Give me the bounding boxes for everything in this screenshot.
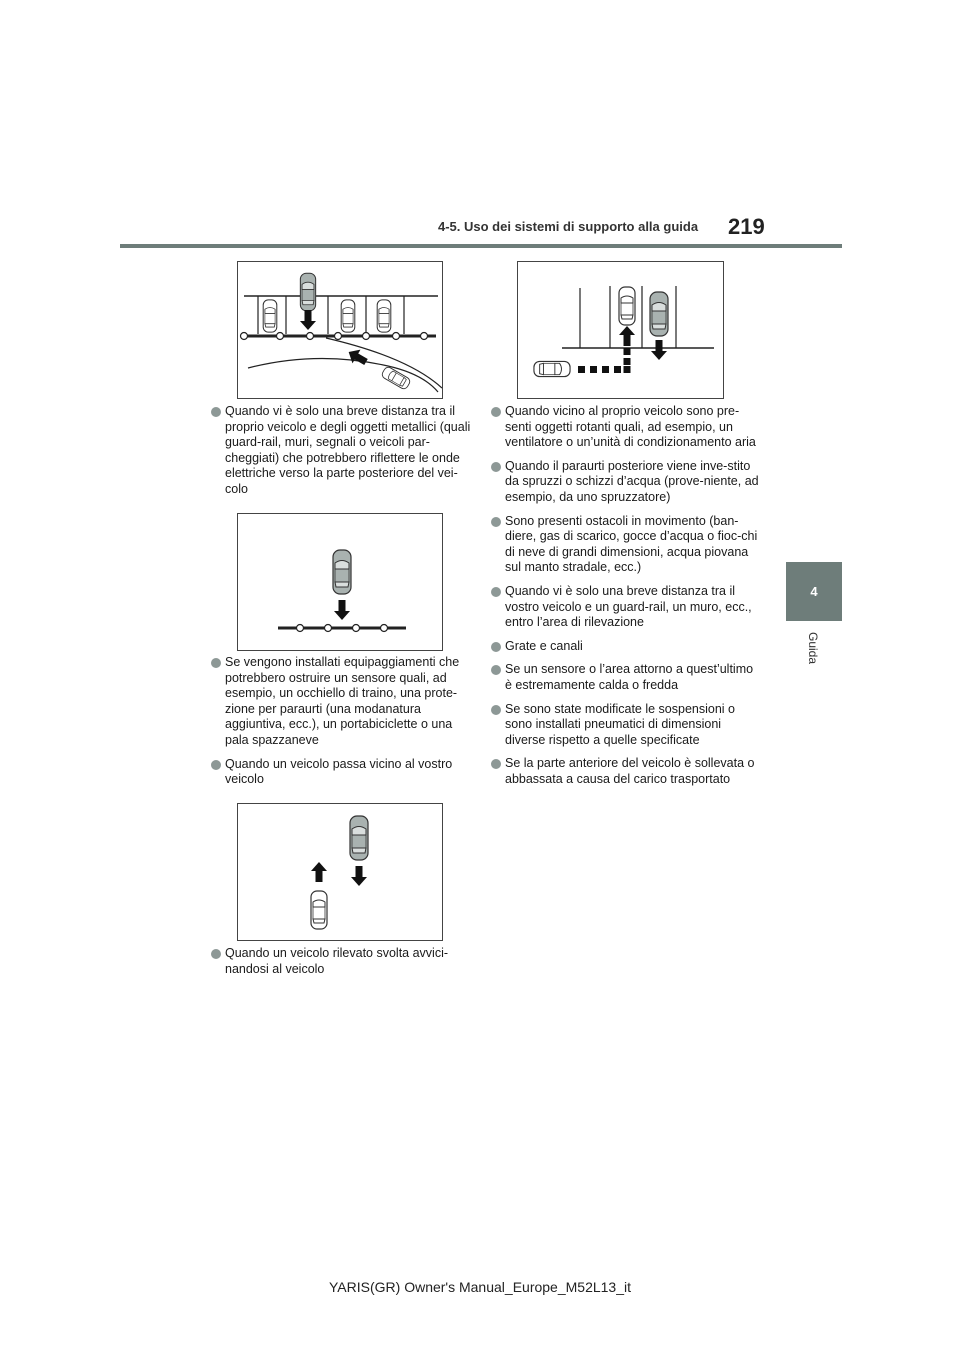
bullet-dot-icon — [211, 407, 221, 417]
list-item-text: Se vengono installati equipaggiamenti che potrebbero ostruire un sensore quali, ad esempio, un occhiello di traino, una prote-zione per paraurti (una modanatura aggiuntiva, ecc.), un portabiciclette o una pala spazzaneve — [225, 655, 460, 747]
list-item — [491, 514, 759, 576]
list-item-text: Quando vicino al proprio veicolo sono pre-senti oggetti rotanti quali, ad esempio, un ventilatore o un’unità di condizionamento aria — [505, 404, 756, 450]
list-item-text: Se sono state modificate le sospensioni o sono installati pneumatici di dimensioni diverse rispetto a quelle specificate — [505, 701, 735, 747]
list-item-text: Grate e canali — [505, 638, 583, 653]
figure-reversing-out — [517, 261, 724, 399]
list-item-text: Sono presenti ostacoli in movimento (ban-diere, gas di scarico, gocce d’acqua o fioc-chi di neve di grandi dimensioni, acqua piovana sul manto stradale, ecc.) — [505, 513, 758, 575]
bullet-dot-icon — [491, 407, 501, 417]
list-item — [211, 946, 479, 977]
list-item-text: Quando un veicolo rilevato svolta avvici-nandosi al veicolo — [225, 946, 449, 976]
chapter-tab[interactable]: 4 — [786, 562, 842, 621]
list-item — [211, 404, 479, 498]
page-number: 219 — [728, 214, 765, 239]
left-column — [211, 946, 479, 985]
list-item — [491, 584, 759, 631]
left-column — [211, 655, 479, 796]
bullet-dot-icon — [211, 949, 221, 959]
chapter-label: Guida — [806, 632, 820, 665]
bullet-dot-icon — [491, 587, 501, 597]
list-item-text: Quando il paraurti posteriore viene inve-stito da spruzzi o schizzi d’acqua (prove-niente, ad esempio, da uno spruzzatore) — [505, 458, 759, 504]
list-item-text: Se un sensore o l’area attorno a quest’ultimo è estremamente calda o fredda — [505, 662, 754, 692]
list-item — [491, 702, 759, 749]
list-item — [491, 639, 759, 655]
list-item-text: Quando vi è solo una breve distanza tra il proprio veicolo e degli oggetti metallici (quali guard-rail, muri, segnali o veicoli par-cheggiati) che potrebbero riflettere le onde elettriche verso la parte posteriore del vei-colo — [225, 404, 471, 496]
list-item — [491, 756, 759, 787]
figure-vehicle-passing — [237, 803, 443, 941]
bullet-dot-icon — [491, 517, 501, 527]
figure-guardrail-parking — [237, 261, 443, 399]
list-item-text: Quando un veicolo passa vicino al vostro veicolo — [225, 756, 453, 787]
header-divider — [120, 244, 842, 248]
bullet-dot-icon — [491, 665, 501, 675]
list-item — [491, 404, 759, 451]
list-item — [491, 662, 759, 693]
bullet-dot-icon — [491, 759, 501, 769]
left-column — [211, 404, 479, 498]
figure-fence-reversing — [237, 513, 443, 651]
bullet-dot-icon — [211, 658, 221, 668]
right-column — [491, 404, 759, 795]
bullet-dot-icon — [211, 760, 221, 770]
bullet-dot-icon — [491, 462, 501, 472]
footer-manual-id: YARIS(GR) Owner's Manual_Europe_M52L13_it — [329, 1279, 631, 1295]
bullet-dot-icon — [491, 642, 501, 652]
list-item — [211, 757, 479, 788]
section-title: 4-5. Uso dei sistemi di supporto alla guida — [438, 219, 699, 234]
list-item — [211, 655, 479, 749]
bullet-dot-icon — [491, 705, 501, 715]
list-item-text: Quando vi è solo una breve distanza tra il vostro veicolo e un guard-rail, un muro, ecc., entro l’area di rilevazione — [505, 583, 752, 630]
list-item — [491, 459, 759, 506]
list-item-text: Se la parte anteriore del veicolo è sollevata o abbassata a causa del carico trasportato — [505, 756, 755, 786]
